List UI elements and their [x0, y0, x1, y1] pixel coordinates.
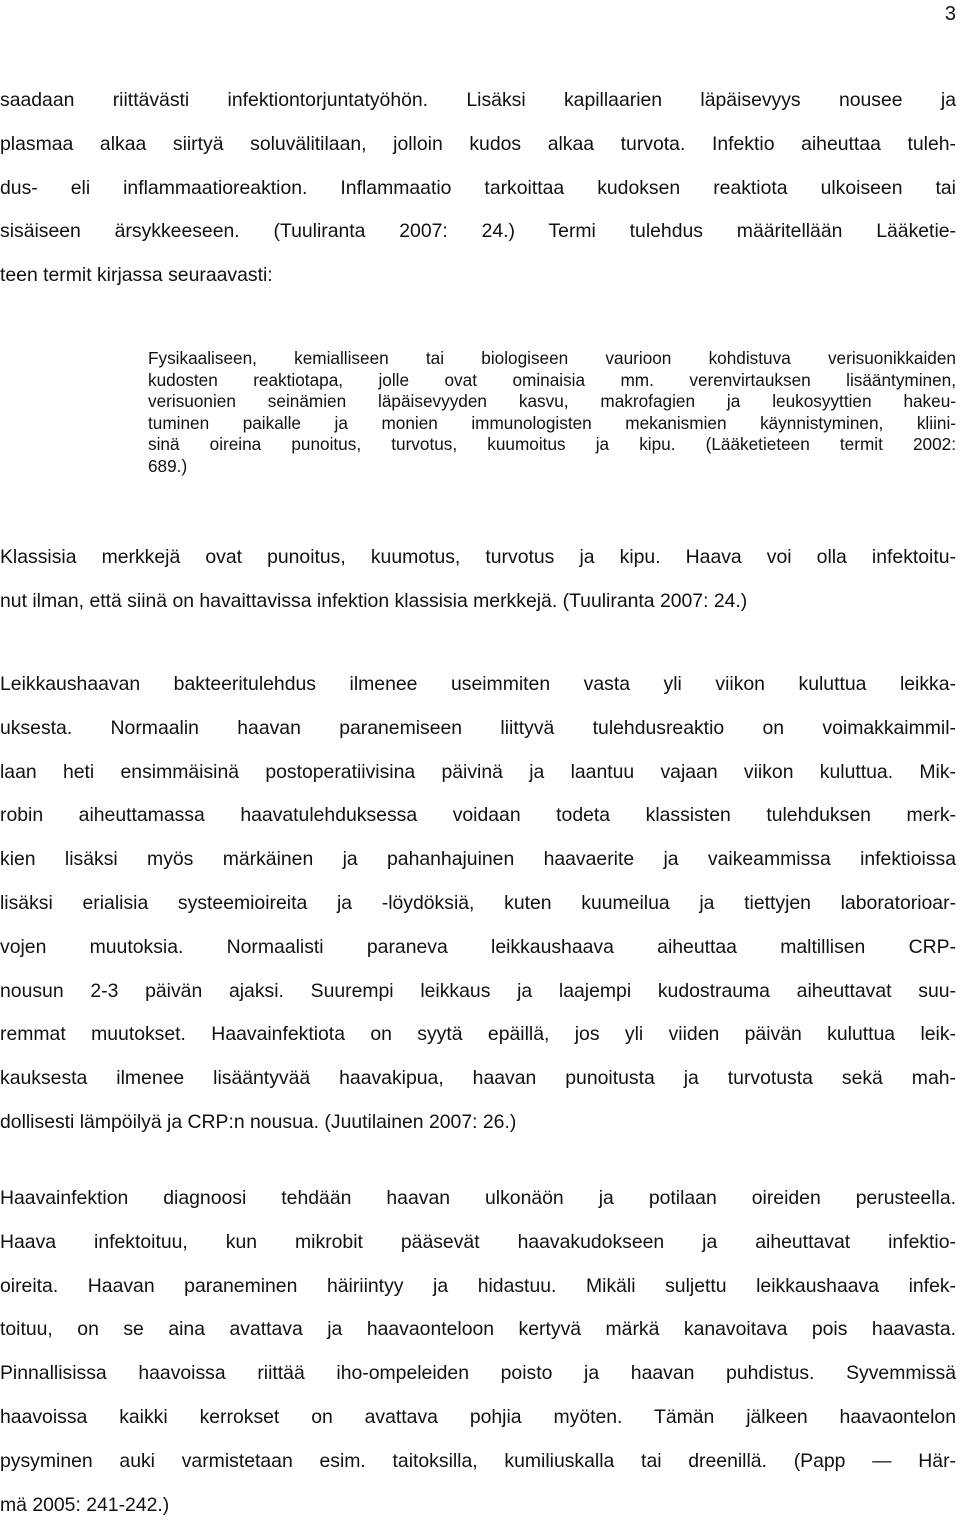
quote-line: Fysikaaliseen, kemialliseen tai biologiseen vaurioon kohdistuva verisuonikkaiden	[148, 348, 956, 368]
text-line: remmat muutokset. Haavainfektiota on syytä epäillä, jos yli viiden päivän kuluttua leik-	[0, 1023, 956, 1046]
text-line: laan heti ensimmäisinä postoperatiivisina päivinä ja laantuu vajaan viikon kuluttua. Mik-	[0, 760, 956, 783]
page-number: 3	[944, 3, 956, 25]
text-line: teen termit kirjassa seuraavasti:	[0, 264, 273, 287]
text-line: vojen muutoksia. Normaalisti paraneva leikkaushaava aiheuttaa maltillisen CRP-	[0, 935, 956, 958]
text-line: Haavainfektion diagnoosi tehdään haavan ulkonäön ja potilaan oireiden perusteella.	[0, 1187, 956, 1209]
quote-line: 689.)	[148, 455, 188, 476]
text-line: Haava infektoituu, kun mikrobit pääsevät haavakudokseen ja aiheuttavat infektio-	[0, 1230, 956, 1253]
quote-line: sinä oireina punoitus, turvotus, kuumoitus ja kipu. (Lääketieteen termit 2002:	[148, 434, 956, 454]
paragraph-1	[0, 79, 956, 298]
text-line: mä 2005: 241-242.)	[0, 1493, 170, 1516]
text-line: Leikkaushaavan bakteeritulehdus ilmenee useimmiten vasta yli viikon kuluttua leikka-	[0, 673, 956, 695]
quote-line: verisuonien seinämien läpäisevyyden kasvu, makrofagien ja leukosyyttien hakeu-	[148, 391, 956, 411]
text-line: uksesta. Normaalin haavan paranemiseen liittyvä tulehdusreaktio on voimakkaimmil-	[0, 716, 956, 739]
paragraph-3	[0, 663, 956, 1145]
text-line: kien lisäksi myös märkäinen ja pahanhajuinen haavaerite ja vaikeammissa infektioissa	[0, 848, 956, 871]
text-line: dollisesti lämpöilyä ja CRP:n nousua. (Juutilainen 2007: 26.)	[0, 1110, 517, 1133]
quote-line: kudosten reaktiotapa, jolle ovat ominaisia mm. verenvirtauksen lisääntyminen,	[148, 369, 956, 390]
text-line: haavoissa kaikki kerrokset on avattava pohjia myöten. Tämän jälkeen haavaontelon	[0, 1405, 956, 1428]
text-line: kauksesta ilmenee lisääntyvää haavakipua, haavan punoitusta ja turvotusta sekä mah-	[0, 1067, 956, 1090]
text-line: nousun 2-3 päivän ajaksi. Suurempi leikkaus ja laajempi kudostrauma aiheuttavat suu-	[0, 979, 956, 1002]
text-line: robin aiheuttamassa haavatulehduksessa voidaan todeta klassisten tulehduksen merk-	[0, 804, 956, 827]
text-line: pysyminen auki varmistetaan esim. taitoksilla, kumiliuskalla tai dreenillä. (Papp — Här-	[0, 1449, 956, 1472]
text-line: sisäiseen ärsykkeeseen. (Tuuliranta 2007: 24.) Termi tulehdus määritellään Lääketie-	[0, 220, 956, 243]
text-line: oireita. Haavan paraneminen häiriintyy ja hidastuu. Mikäli suljettu leikkaushaava infek-	[0, 1274, 956, 1297]
text-line: toituu, on se aina avattava ja haavaonteloon kertyvä märkä kanavoitava pois haavasta.	[0, 1318, 956, 1341]
text-line: plasmaa alkaa siirtyä soluvälitilaan, jolloin kudos alkaa turvota. Infektio aiheuttaa tuleh-	[0, 132, 956, 155]
text-line: nut ilman, että siinä on havaittavissa infektion klassisia merkkejä. (Tuuliranta 2007: 24.)	[0, 589, 748, 612]
text-line: Klassisia merkkejä ovat punoitus, kuumotus, turvotus ja kipu. Haava voi olla infektoitu-	[0, 546, 956, 568]
paragraph-2	[0, 536, 956, 624]
text-line: lisäksi erialisia systeemioireita ja -löydöksiä, kuten kuumeilua ja tiettyjen laboratorioar-	[0, 891, 956, 914]
quote-line: tuminen paikalle ja monien immunologisten mekanismien käynnistyminen, kliini-	[148, 412, 956, 433]
text-line: Pinnallisissa haavoissa riittää iho-ompeleiden poisto ja haavan puhdistus. Syvemmissä	[0, 1362, 956, 1385]
block-quote	[148, 348, 956, 477]
text-line: dus- eli inflammaatioreaktion. Inflammaatio tarkoittaa kudoksen reaktiota ulkoiseen tai	[0, 176, 956, 199]
text-line: saadaan riittävästi infektiontorjuntatyöhön. Lisäksi kapillaarien läpäisevyys nousee ja	[0, 89, 956, 111]
paragraph-4	[0, 1177, 956, 1527]
